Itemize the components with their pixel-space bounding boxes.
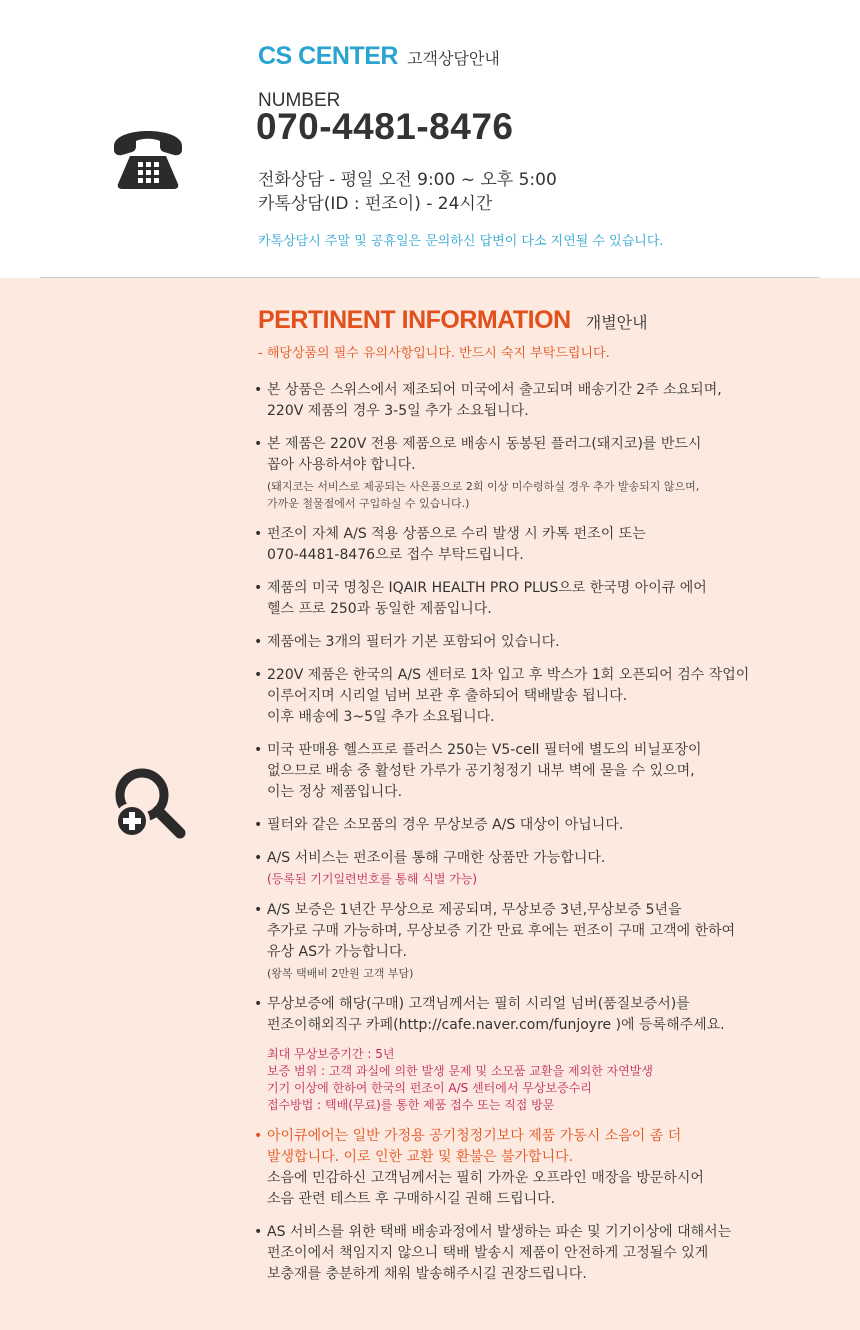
kakao-hours: 카톡상담(ID : 펀조이) - 24시간: [258, 194, 493, 214]
item-line: 없으므로 배송 중 활성탄 가루가 공기청정기 내부 벽에 묻을 수 있으며,: [267, 763, 695, 779]
list-item: • A/S 서비스는 펀조이를 통해 구매한 상품만 가능합니다. (등록된 기기일련번호를 통해 식별 가능): [254, 848, 834, 888]
warranty-line: 최대 무상보증기간 : 5년: [267, 1047, 395, 1061]
pertinent-title-en: PERTINENT INFORMATION: [258, 306, 571, 334]
item-line: 필터와 같은 소모품의 경우 무상보증 A/S 대상이 아닙니다.: [267, 817, 624, 833]
list-item: • 펀조이 자체 A/S 적용 상품으로 수리 발생 시 카톡 펀조이 또는 070-4481-8476으로 접수 부탁드립니다.: [254, 524, 834, 566]
pertinent-title-ko: 개별안내: [585, 313, 648, 332]
item-line: 꼽아 사용하셔야 합니다.: [267, 457, 416, 473]
pertinent-subtitle: - 해당상품의 필수 유의사항입니다. 반드시 숙지 부탁드립니다.: [258, 346, 610, 361]
item-line: 220V 제품은 한국의 A/S 센터로 1차 입고 후 박스가 1회 오픈되어 검수 작업이: [267, 667, 750, 683]
list-item: • 본 상품은 스위스에서 제조되어 미국에서 출고되며 배송기간 2주 소요되며, 220V 제품의 경우 3-5일 추가 소요됩니다.: [254, 380, 834, 422]
item-note: (왕복 택배비 2만원 고객 부담): [267, 967, 414, 980]
warranty-line: 기기 이상에 한하여 한국의 펀조이 A/S 센터에서 무상보증수리: [267, 1081, 592, 1095]
item-line: 미국 판매용 헬스프로 플러스 250는 V5-cell 필터에 별도의 비닐포장이: [267, 742, 702, 758]
item-line: 펀조이해외직구 카페(http://cafe.naver.com/funjoyre )에 등록해주세요.: [267, 1017, 725, 1033]
item-line: A/S 보증은 1년간 무상으로 제공되며, 무상보증 3년,무상보증 5년을: [267, 902, 682, 918]
phone-hours: 전화상담 - 평일 오전 9:00 ~ 오후 5:00: [258, 170, 557, 190]
item-line: 헬스 프로 250과 동일한 제품입니다.: [267, 601, 492, 617]
item-line: 제품의 미국 명칭은 IQAIR HEALTH PRO PLUS으로 한국명 아이큐 에어: [267, 580, 707, 596]
item-line: 본 제품은 220V 전용 제품으로 배송시 동봉된 플러그(돼지코)를 반드시: [267, 436, 702, 452]
warranty-line: 보증 범위 : 고객 과실에 의한 발생 문제 및 소모품 교환을 제외한 자연발생: [267, 1064, 653, 1078]
warranty-details: [267, 1046, 834, 1114]
cs-center-title-ko: 고객상담안내: [407, 49, 500, 68]
item-line: 펀조이 자체 A/S 적용 상품으로 수리 발생 시 카톡 펀조이 또는: [267, 526, 646, 542]
item-line: 220V 제품의 경우 3-5일 추가 소요됩니다.: [267, 403, 529, 419]
item-line: A/S 서비스는 펀조이를 통해 구매한 상품만 가능합니다.: [267, 850, 606, 866]
list-item: • 제품의 미국 명칭은 IQAIR HEALTH PRO PLUS으로 한국명 아이큐 에어 헬스 프로 250과 동일한 제품입니다.: [254, 578, 834, 620]
list-item: • AS 서비스를 위한 택배 배송과정에서 발생하는 파손 및 기기이상에 대해서는 펀조이에서 책임지지 않으니 택배 발송시 제품이 안전하게 고정될수 있게 보충재를 충분하게 채워 발송해주시길 권장드립니다.: [254, 1222, 834, 1285]
number-label: NUMBER: [258, 90, 341, 111]
item-line: 이는 정상 제품입니다.: [267, 784, 403, 800]
item-line: 보충재를 충분하게 채워 발송해주시길 권장드립니다.: [267, 1266, 587, 1282]
item-note: (돼지코는 서비스로 제공되는 사은품으로 2회 이상 미수령하실 경우 추가 발송되지 않으며,: [267, 480, 700, 493]
phone-number: 070-4481-8476: [256, 106, 514, 147]
item-line: AS 서비스를 위한 택배 배송과정에서 발생하는 파손 및 기기이상에 대해서는: [267, 1224, 732, 1240]
list-item: • 필터와 같은 소모품의 경우 무상보증 A/S 대상이 아닙니다.: [254, 815, 834, 836]
cs-center-title: [258, 42, 500, 71]
search-plus-icon: [112, 765, 188, 841]
cs-center-title-en: CS CENTER: [258, 42, 398, 70]
item-line: 이후 배송에 3~5일 추가 소요됩니다.: [267, 709, 495, 725]
list-item: • 제품에는 3개의 필터가 기본 포함되어 있습니다.: [254, 632, 834, 653]
item-line: 유상 AS가 가능합니다.: [267, 944, 408, 960]
section-divider: [40, 277, 820, 278]
item-line: 이루어지며 시리얼 넘버 보관 후 출하되어 택배발송 됩니다.: [267, 688, 628, 704]
item-highlight: (등록된 기기일련번호를 통해 식별 가능): [267, 872, 478, 886]
consult-hours: [258, 168, 557, 216]
list-item-warning: • 아이큐에어는 일반 가정용 공기청정기보다 제품 가동시 소음이 좀 더 발생합니다. 이로 인한 교환 및 환불은 불가합니다. 소음에 민감하신 고객님께서는 필히 가까운 오프라인 매장을 방문하시어 소음 관련 테스트 후 구매하시길 권해 드립니다.: [254, 1126, 834, 1210]
item-line: 소음에 민감하신 고객님께서는 필히 가까운 오프라인 매장을 방문하시어: [267, 1170, 704, 1186]
pertinent-title: [258, 306, 648, 335]
item-line: 펀조이에서 책임지지 않으니 택배 발송시 제품이 안전하게 고정될수 있게: [267, 1245, 709, 1261]
warning-line: 발생합니다. 이로 인한 교환 및 환불은 불가합니다.: [267, 1149, 574, 1165]
list-item: • 본 제품은 220V 전용 제품으로 배송시 동봉된 플러그(돼지코)를 반드시 꼽아 사용하셔야 합니다. (돼지코는 서비스로 제공되는 사은품으로 2회 이상 미수령하실 경우 추가 발송되지 않으며, 가까운 철물점에서 구입하실 수 있습니다.): [254, 434, 834, 512]
item-note: 가까운 철물점에서 구입하실 수 있습니다.): [267, 497, 470, 510]
item-line: 제품에는 3개의 필터가 기본 포함되어 있습니다.: [267, 634, 560, 650]
weekend-notice: 카톡상담시 주말 및 공휴일은 문의하신 답변이 다소 지연될 수 있습니다.: [258, 234, 664, 249]
telephone-icon: [108, 118, 188, 190]
item-line: 070-4481-8476으로 접수 부탁드립니다.: [267, 547, 524, 563]
item-line: 무상보증에 해당(구매) 고객님께서는 필히 시리얼 넘버(품질보증서)를: [267, 996, 690, 1012]
item-line: 소음 관련 테스트 후 구매하시길 권해 드립니다.: [267, 1191, 556, 1207]
warning-line: 아이큐에어는 일반 가정용 공기청정기보다 제품 가동시 소음이 좀 더: [267, 1128, 682, 1144]
list-item: • A/S 보증은 1년간 무상으로 제공되며, 무상보증 3년,무상보증 5년을 추가로 구매 가능하며, 무상보증 기간 만료 후에는 펀조이 구매 고객에 한하여 유상 AS가 가능합니다. (왕복 택배비 2만원 고객 부담): [254, 900, 834, 982]
list-item: • 무상보증에 해당(구매) 고객님께서는 필히 시리얼 넘버(품질보증서)를 펀조이해외직구 카페(http://cafe.naver.com/funjoyre )에 등록해주세요. 최대 무상보증기간 : 5년 보증 범위 : 고객 과실에 의한 발생 문제 및 소모품 교환을 제외한 자연발생 기기 이상에 한하여 한국의 펀조이 A/S 센터에서 무상보증수리 접수방법 : 택배(무료)를 통한 제품 접수 또는 직접 방문: [254, 994, 834, 1114]
list-item: • 미국 판매용 헬스프로 플러스 250는 V5-cell 필터에 별도의 비닐포장이 없으므로 배송 중 활성탄 가루가 공기청정기 내부 벽에 묻을 수 있으며, 이는 정상 제품입니다.: [254, 740, 834, 803]
info-list: [254, 380, 834, 1297]
warranty-line: 접수방법 : 택배(무료)를 통한 제품 접수 또는 직접 방문: [267, 1098, 555, 1112]
item-line: 추가로 구매 가능하며, 무상보증 기간 만료 후에는 펀조이 구매 고객에 한하여: [267, 923, 736, 939]
item-line: 본 상품은 스위스에서 제조되어 미국에서 출고되며 배송기간 2주 소요되며,: [267, 382, 722, 398]
list-item: • 220V 제품은 한국의 A/S 센터로 1차 입고 후 박스가 1회 오픈되어 검수 작업이 이루어지며 시리얼 넘버 보관 후 출하되어 택배발송 됩니다. 이후 배송에 3~5일 추가 소요됩니다.: [254, 665, 834, 728]
